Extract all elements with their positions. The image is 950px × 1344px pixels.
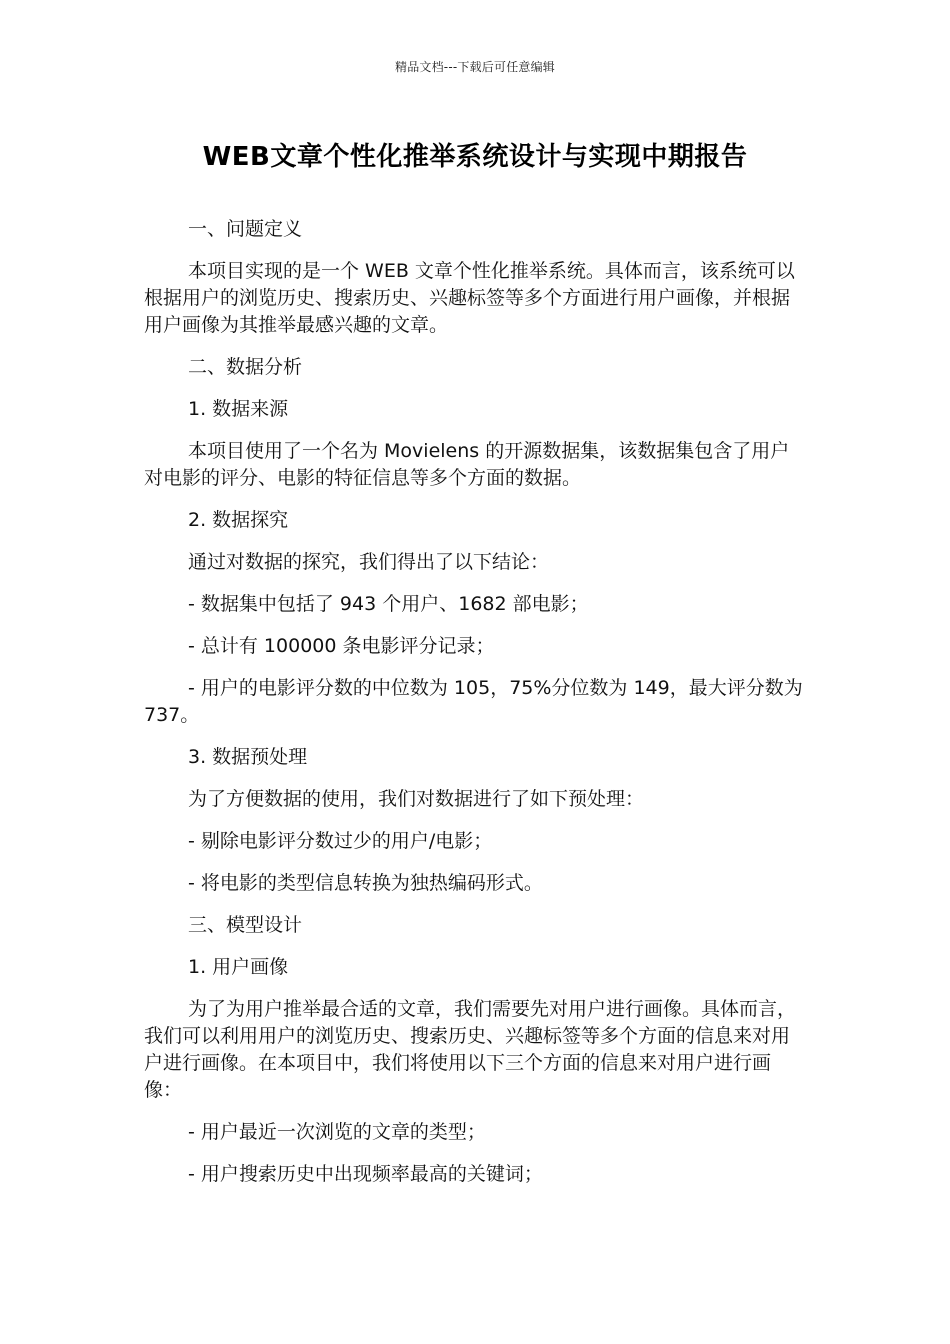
list-item-remove-sparse: - 剔除电影评分数过少的用户/电影； (188, 830, 493, 852)
paragraph-preprocessing-intro: 为了方便数据的使用，我们对数据进行了如下预处理： (188, 788, 645, 810)
subheading-user-profile: 1. 用户画像 (188, 956, 289, 978)
list-item-rating-stats: - 用户的电影评分数的中位数为 105，75%分位数为 149，最大评分数为 737。 (144, 677, 803, 726)
list-item-top-search-keyword: - 用户搜索历史中出现频率最高的关键词； (188, 1163, 543, 1185)
section-heading-model-design: 三、模型设计 (188, 914, 303, 936)
document-body (144, 216, 808, 1203)
subheading-data-exploration: 2. 数据探究 (188, 509, 289, 531)
paragraph-data-source: 本项目使用了一个名为 Movielens 的开源数据集，该数据集包含了用户对电影的评分、电影的特征信息等多个方面的数据。 (144, 440, 790, 489)
paragraph-project-intro: 本项目实现的是一个 WEB 文章个性化推举系统。具体而言，该系统可以根据用户的浏览历史、搜索历史、兴趣标签等多个方面进行用户画像，并根据用户画像为其推举最感兴趣的文章。 (144, 260, 795, 336)
section-heading-data-analysis: 二、数据分析 (188, 356, 303, 378)
list-item-one-hot: - 将电影的类型信息转换为独热编码形式。 (188, 872, 543, 894)
page-header-note: 精品文档---下载后可任意编辑 (395, 60, 555, 74)
paragraph-exploration-intro: 通过对数据的探究，我们得出了以下结论： (188, 551, 550, 573)
subheading-data-source: 1. 数据来源 (188, 398, 289, 420)
list-item-dataset-size: - 数据集中包括了 943 个用户、1682 部电影； (188, 593, 589, 615)
document-title: WEB文章个性化推举系统设计与实现中期报告 (202, 142, 748, 172)
section-heading-problem-definition: 一、问题定义 (188, 218, 303, 240)
paragraph-user-profile: 为了为用户推举最合适的文章，我们需要先对用户进行画像。具体而言，我们可以利用用户的浏览历史、搜索历史、兴趣标签等多个方面的信息来对用户进行画像。在本项目中，我们将使用以下三个方面的信息来对用户进行画像： (144, 998, 797, 1101)
subheading-data-preprocessing: 3. 数据预处理 (188, 746, 308, 768)
list-item-recent-article-type: - 用户最近一次浏览的文章的类型； (188, 1121, 486, 1143)
list-item-rating-count: - 总计有 100000 条电影评分记录； (188, 635, 495, 657)
